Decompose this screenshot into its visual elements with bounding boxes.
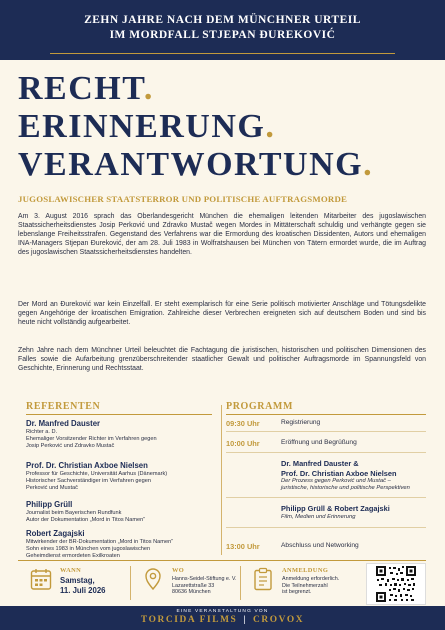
programm-separator bbox=[226, 497, 426, 498]
referent-name: Robert Zagajski bbox=[26, 529, 85, 538]
info-label: ANMELDUNG bbox=[282, 567, 329, 574]
subtitle: JUGOSLAWISCHER STAATSTERROR UND POLITISCHE AUFTRAGSMORDE bbox=[18, 194, 348, 204]
organizer-crovox: CROVOX bbox=[253, 615, 305, 625]
programm-speaker: Prof. Dr. Christian Axboe Nielsen bbox=[281, 468, 397, 478]
info-date: Samstag, 11. Juli 2026 bbox=[60, 576, 106, 595]
info-divider bbox=[240, 566, 241, 600]
referent-3: Philipp Grüll Journalist beim Bayerischen Rundfunk Autor der Dokumentation „Mord in Titos Namen“ bbox=[26, 500, 216, 524]
info-registration: Anmeldung erforderlich. Die Teilnehmerzahl ist begrenzt. bbox=[282, 576, 340, 596]
info-label: WO bbox=[172, 567, 185, 574]
info-label: WANN bbox=[60, 567, 82, 574]
programm-text: Eröffnung und Begrüßung bbox=[281, 439, 357, 446]
paragraph-1: Am 3. August 2016 sprach das Oberlandesgericht München die ehemaligen leitenden Mitarbeiter des jugoslawischen Staatssicherheitsdienstes Josip Perković und Zdravko Mustač wegen Mordes in Mittäterschaft schuldig und verhängte gegen sie lebenslange Freiheitsstrafen. Gegenstand des Verfahrens war die Ermordung des kroatischen Dissidenten, Autors und ehemaligen INA-Managers Stjepan Đureković, der am 28. Juli 1983 in Wolfratshausen bei München von Tätern ermordet wurde, die im Auftrag des jugoslawischen Staatssicherheitsdienstes handelten. bbox=[18, 213, 426, 257]
footer-organizers bbox=[0, 615, 445, 625]
headline-verantwortung: VERANTWORTUNG. bbox=[18, 146, 374, 183]
info-address: Hanns-Seidel-Stiftung e. V. Lazarettstraße 33 80636 München bbox=[172, 576, 237, 596]
organizer-separator: | bbox=[243, 615, 247, 625]
header-line-2: IM MORDFALL STJEPAN ĐUREKOVIĆ bbox=[109, 29, 336, 41]
programm-text: Abschluss und Networking bbox=[281, 542, 359, 549]
footer-caption: EINE VERANSTALTUNG VON bbox=[176, 609, 269, 614]
programm-separator bbox=[226, 452, 426, 453]
referent-4: Robert Zagajski Mitwirkender der BR-Dokumentation „Mord in Titos Namen“ Sohn eines 1983 in München vom jugoslawischen Geheimdienst ermordeten Exilkroaten bbox=[26, 529, 216, 561]
qr-code-icon[interactable] bbox=[366, 563, 426, 605]
column-divider bbox=[221, 405, 222, 555]
programm-text: Registrierung bbox=[281, 419, 321, 426]
programm-rule bbox=[226, 414, 426, 415]
programm-time: 09:30 Uhr bbox=[226, 419, 260, 428]
programm-separator bbox=[226, 527, 426, 528]
programm-time: 10:00 Uhr bbox=[226, 439, 260, 448]
referenten-rule bbox=[26, 414, 212, 415]
referent-1: Dr. Manfred Dauster Richter a. D. Ehemaliger Vorsitzender Richter im Verfahren gegen Josip Perković und Zdravko Mustač bbox=[26, 419, 216, 451]
referent-name: Prof. Dr. Christian Axboe Nielsen bbox=[26, 461, 148, 470]
header-line-1: ZEHN JAHRE NACH DEM MÜNCHNER URTEIL bbox=[84, 14, 361, 26]
referenten-title: REFERENTEN bbox=[26, 401, 101, 412]
header-rule bbox=[50, 53, 395, 54]
calendar-icon bbox=[30, 567, 52, 591]
programm-separator bbox=[226, 431, 426, 432]
footer-band bbox=[0, 606, 445, 630]
info-rule bbox=[18, 560, 426, 561]
qr-code-graphic bbox=[367, 564, 425, 604]
headline-erinnerung: ERINNERUNG. bbox=[18, 108, 276, 145]
organizer-torcida: TORCIDA FILMS bbox=[140, 615, 238, 625]
referent-name: Dr. Manfred Dauster bbox=[26, 419, 101, 428]
programm-time: 13:00 Uhr bbox=[226, 542, 260, 551]
info-divider bbox=[130, 566, 131, 600]
paragraph-3: Zehn Jahre nach dem Münchner Urteil beleuchtet die Fachtagung die juristischen, historischen und politischen Dimensionen des Falles sowie die Aufarbeitung grenzüberschreitender staatlicher Gewalt und politischer Auftragsmorde im Spannungsfeld von Geschichte, Erinnerung und Rechtsstaat. bbox=[18, 347, 426, 373]
location-pin-icon bbox=[142, 567, 164, 591]
programm-title: PROGRAMM bbox=[226, 401, 294, 412]
programm-speaker: Dr. Manfred Dauster & bbox=[281, 459, 359, 468]
header-band bbox=[0, 0, 445, 60]
paragraph-2: Der Mord an Đureković war kein Einzelfall. Er steht exemplarisch für eine Serie politisch motivierter Anschläge und Tötungsdelikte gegen Angehörige der kroatischen Emigration. Zahlreiche dieser Verbrechen ereigneten sich auf deutschem Boden und sind bis heute nicht vollständig aufgearbeitet. bbox=[18, 301, 426, 327]
clipboard-icon bbox=[252, 567, 274, 591]
headline-recht: RECHT. bbox=[18, 70, 154, 107]
referent-name: Philipp Grüll bbox=[26, 500, 73, 509]
referent-2: Prof. Dr. Christian Axboe Nielsen Professor für Geschichte, Universität Aarhus (Dänemark) Historischer Sachverständiger im Verfahren gegen Perković und Mustač bbox=[26, 461, 216, 493]
programm-speaker: Philipp Grüll & Robert Zagajski bbox=[281, 504, 390, 513]
